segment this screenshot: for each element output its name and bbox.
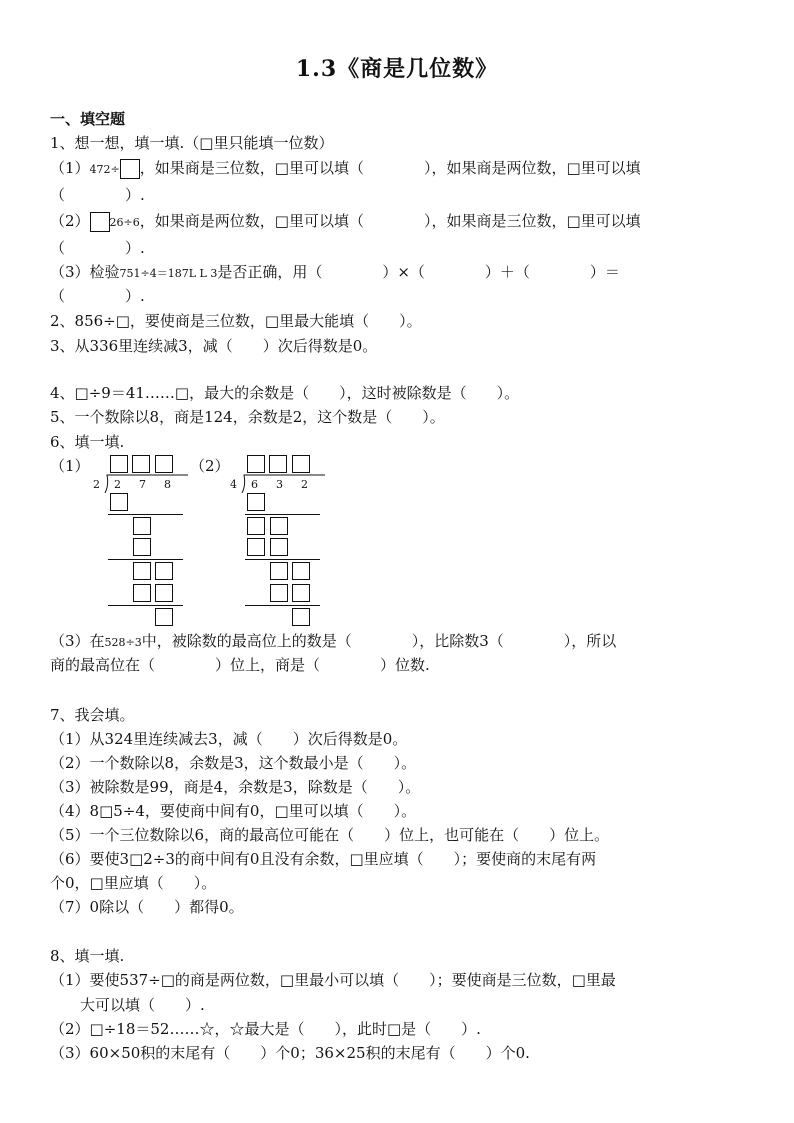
- q3-text: 3、从336里连续减3，减（ ）次后得数是0。: [50, 337, 378, 355]
- q1-heading: 1、想一想，填一填.（□里只能填一位数）: [50, 134, 334, 152]
- q6-part3-label: （3）在: [50, 632, 105, 650]
- q6-part3: [50, 631, 616, 653]
- dividend-digit: 7: [139, 478, 146, 491]
- q4-text: 4、□÷9＝41……□，最大的余数是（ ），这时被除数是（ ）。: [50, 384, 520, 402]
- q1-part2-cont: （ ）.: [50, 239, 145, 257]
- q1-part2-expr: 26÷6: [109, 216, 140, 229]
- subtraction-line: [245, 559, 320, 560]
- subtraction-line: [108, 514, 183, 515]
- work-box: [270, 517, 288, 535]
- long-division-1: [88, 453, 198, 633]
- work-box: [292, 608, 310, 626]
- q1-part2-label: （2）: [50, 212, 90, 230]
- work-box: [133, 562, 151, 580]
- subtraction-line: [108, 605, 183, 606]
- work-box: [247, 493, 265, 511]
- q1-part1-cont: （ ）.: [50, 186, 145, 204]
- blank-box: [120, 159, 140, 179]
- q1-part1: [50, 158, 641, 180]
- q2-text: 2、856÷□，要使商是三位数，□里最大能填（ ）。: [50, 312, 422, 330]
- q6-label-2: （2）: [190, 457, 230, 475]
- work-box: [270, 538, 288, 556]
- work-box: [292, 562, 310, 580]
- blank-box: [90, 212, 110, 232]
- q7-item: （1）从324里连续减去3，减（ ）次后得数是0。: [50, 730, 408, 748]
- dividend-digit: 3: [276, 478, 283, 491]
- q1-part2: [50, 211, 641, 233]
- q7-item: 个0，□里应填（ ）。: [50, 874, 217, 892]
- divisor: 2: [93, 478, 100, 491]
- q7-heading: 7、我会填。: [50, 706, 135, 724]
- q7-item: （2）一个数除以8，余数是3，这个数最小是（ ）。: [50, 754, 417, 772]
- q6-label-1: （1）: [50, 457, 90, 475]
- work-box: [155, 584, 173, 602]
- work-box: [270, 584, 288, 602]
- q8-item: （3）60×50积的末尾有（ ）个0；36×25积的末尾有（ ）个0.: [50, 1044, 530, 1062]
- q6-part3-text: 中，被除数的最高位上的数是（ ），比除数3（ ），所以: [141, 632, 617, 650]
- divisor: 4: [230, 478, 237, 491]
- work-box: [247, 538, 265, 556]
- dividend-digit: 2: [114, 478, 121, 491]
- q1-part1-label: （1）: [50, 159, 90, 177]
- q1-part3-text: 是否正确，用（ ）×（ ）＋（ ）＝: [217, 263, 620, 281]
- work-box: [110, 493, 128, 511]
- work-box: [292, 584, 310, 602]
- q1-part3-expr: 751÷4＝187L L 3: [119, 267, 218, 280]
- dividend-digit: 2: [301, 478, 308, 491]
- q6-part3-expr: 528÷3: [104, 636, 142, 649]
- page-title: 1.3《商是几位数》: [295, 56, 499, 82]
- q5-text: 5、一个数除以8，商是124，余数是2，这个数是（ ）。: [50, 408, 445, 426]
- q1-part3-cont: （ ）.: [50, 287, 145, 305]
- work-box: [270, 562, 288, 580]
- subtraction-line: [245, 605, 320, 606]
- q1-part3-label: （3）检验: [50, 263, 120, 281]
- subtraction-line: [108, 559, 183, 560]
- work-box: [155, 608, 173, 626]
- q8-heading: 8、填一填.: [50, 947, 125, 965]
- q6-heading: 6、填一填.: [50, 433, 125, 451]
- q7-item: （7）0除以（ ）都得0。: [50, 898, 244, 916]
- work-box: [247, 517, 265, 535]
- q7-item: （3）被除数是99，商是4，余数是3，除数是（ ）。: [50, 778, 421, 796]
- work-box: [133, 517, 151, 535]
- q7-item: （6）要使3□2÷3的商中间有0且没有余数，□里应填（ ）；要使商的末尾有两: [50, 850, 597, 868]
- work-box: [133, 584, 151, 602]
- q1-part3: [50, 262, 620, 284]
- q1-part2-text: ，如果商是两位数，□里可以填（ ），如果商是三位数，□里可以填: [139, 212, 641, 230]
- section-heading: 一、填空题: [50, 110, 126, 128]
- q6-part3-cont: 商的最高位在（ ）位上，商是（ ）位数.: [50, 656, 430, 674]
- subtraction-line: [245, 514, 320, 515]
- q1-part1-expr: 472÷: [89, 163, 120, 176]
- long-division-2: [225, 453, 335, 633]
- q8-item: （2）□÷18＝52……☆，☆最大是（ ），此时□是（ ）.: [50, 1020, 481, 1038]
- q7-item: （5）一个三位数除以6，商的最高位可能在（ ）位上，也可能在（ ）位上。: [50, 826, 610, 844]
- q8-item: 大可以填（ ）.: [50, 996, 205, 1014]
- q1-part1-text: ，如果商是三位数，□里可以填（ ），如果商是两位数，□里可以填: [139, 159, 641, 177]
- work-box: [133, 538, 151, 556]
- work-box: [155, 562, 173, 580]
- q8-item: （1）要使537÷□的商是两位数，□里最小可以填（ ）；要使商是三位数，□里最: [50, 971, 616, 989]
- dividend-digit: 6: [251, 478, 258, 491]
- dividend-digit: 8: [164, 478, 171, 491]
- q7-item: （4）8□5÷4，要使商中间有0，□里可以填（ ）。: [50, 802, 417, 820]
